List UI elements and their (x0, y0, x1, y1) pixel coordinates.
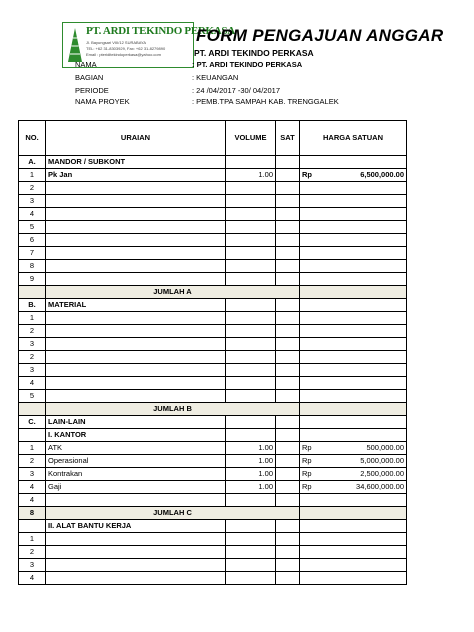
currency-cell (300, 390, 320, 403)
item-description (46, 247, 226, 260)
item-description (46, 390, 226, 403)
item-row (19, 338, 407, 351)
col-header-no: NO. (19, 121, 46, 156)
subtotal-label: JUMLAH B (46, 403, 300, 416)
row-number: 4 (19, 481, 46, 494)
item-row (19, 312, 407, 325)
row-number (19, 520, 46, 533)
sat-cell (276, 260, 300, 273)
subtotal-label: JUMLAH A (46, 286, 300, 299)
item-row (19, 182, 407, 195)
currency-cell (300, 377, 320, 390)
form-title: FORM PENGAJUAN ANGGAR (196, 26, 444, 45)
price-cell (320, 195, 407, 208)
row-number: 5 (19, 390, 46, 403)
sat-cell (276, 364, 300, 377)
price-cell (320, 247, 407, 260)
item-row (19, 533, 407, 546)
sat-cell (276, 533, 300, 546)
item-row (19, 325, 407, 338)
logo-company-name: PT. ARDI TEKINDO PERKASA (86, 25, 235, 37)
volume-cell: 1.00 (226, 442, 276, 455)
sat-cell (276, 156, 300, 169)
volume-cell (226, 156, 276, 169)
section-label: I. KANTOR (46, 429, 226, 442)
currency-cell (300, 533, 320, 546)
item-row (19, 364, 407, 377)
item-description: Operasional (46, 455, 226, 468)
sat-cell (276, 182, 300, 195)
price-cell (320, 208, 407, 221)
price-cell (320, 338, 407, 351)
item-description: Gaji (46, 481, 226, 494)
volume-cell (226, 312, 276, 325)
sat-cell (276, 195, 300, 208)
price-cell (320, 533, 407, 546)
sat-cell (276, 468, 300, 481)
currency-cell (300, 286, 320, 299)
price-cell (320, 377, 407, 390)
price-cell (320, 221, 407, 234)
item-row (19, 494, 407, 507)
item-row (19, 390, 407, 403)
price-cell (320, 182, 407, 195)
table-header-row (19, 121, 407, 156)
currency-cell (300, 546, 320, 559)
volume-cell (226, 338, 276, 351)
section-row (19, 156, 407, 169)
sat-cell (276, 455, 300, 468)
item-description (46, 533, 226, 546)
price-cell: 6,500,000.00 (320, 169, 407, 182)
row-number: 1 (19, 533, 46, 546)
field-value: : 24 /04/2017 -30/ 04/2017 (192, 86, 280, 95)
item-description (46, 338, 226, 351)
item-description (46, 377, 226, 390)
row-number: A. (19, 156, 46, 169)
sat-cell (276, 221, 300, 234)
row-number: 4 (19, 572, 46, 585)
volume-cell (226, 559, 276, 572)
item-row (19, 377, 407, 390)
sat-cell (276, 377, 300, 390)
currency-cell: Rp (300, 442, 320, 455)
item-description (46, 312, 226, 325)
volume-cell (226, 533, 276, 546)
row-number: 4 (19, 494, 46, 507)
price-cell: 2,500,000.00 (320, 468, 407, 481)
currency-cell: Rp (300, 169, 320, 182)
price-cell: 5,000,000.00 (320, 455, 407, 468)
item-description: ATK (46, 442, 226, 455)
volume-cell (226, 390, 276, 403)
volume-cell (226, 429, 276, 442)
row-number: 8 (19, 260, 46, 273)
currency-cell (300, 507, 320, 520)
item-description (46, 364, 226, 377)
currency-cell (300, 156, 320, 169)
price-cell (320, 546, 407, 559)
price-cell (320, 286, 407, 299)
logo-email: Email : pteriditekindoperkasa@yahoo.com (86, 52, 161, 57)
price-cell (320, 273, 407, 286)
row-number: 7 (19, 247, 46, 260)
currency-cell (300, 182, 320, 195)
currency-cell (300, 312, 320, 325)
section-label: MANDOR / SUBKONT (46, 156, 226, 169)
field-label: BAGIAN (75, 73, 104, 82)
volume-cell: 1.00 (226, 481, 276, 494)
col-header-sat: SAT (276, 121, 300, 156)
currency-cell (300, 247, 320, 260)
volume-cell (226, 494, 276, 507)
price-cell (320, 559, 407, 572)
price-cell: 500,000.00 (320, 442, 407, 455)
volume-cell (226, 273, 276, 286)
row-number: 3 (19, 364, 46, 377)
price-cell (320, 325, 407, 338)
currency-cell (300, 195, 320, 208)
section-row (19, 299, 407, 312)
budget-table (18, 120, 407, 585)
sat-cell (276, 520, 300, 533)
sat-cell (276, 234, 300, 247)
volume-cell (226, 260, 276, 273)
volume-cell (226, 299, 276, 312)
currency-cell: Rp (300, 455, 320, 468)
row-number: C. (19, 416, 46, 429)
volume-cell (226, 221, 276, 234)
sat-cell (276, 325, 300, 338)
item-row (19, 572, 407, 585)
col-header-volume: VOLUME (226, 121, 276, 156)
section-label: II. ALAT BANTU KERJA (46, 520, 226, 533)
volume-cell (226, 325, 276, 338)
table-body (19, 156, 407, 585)
item-row (19, 455, 407, 468)
section-row (19, 429, 407, 442)
currency-cell (300, 429, 320, 442)
volume-cell (226, 182, 276, 195)
item-description (46, 325, 226, 338)
sat-cell (276, 390, 300, 403)
currency-cell (300, 221, 320, 234)
sat-cell (276, 338, 300, 351)
price-cell (320, 364, 407, 377)
col-header-uraian: URAIAN (46, 121, 226, 156)
currency-cell (300, 572, 320, 585)
price-cell (320, 299, 407, 312)
price-cell (320, 312, 407, 325)
currency-cell: Rp (300, 481, 320, 494)
price-cell (320, 507, 407, 520)
item-row (19, 481, 407, 494)
sat-cell (276, 442, 300, 455)
section-label: LAIN-LAIN (46, 416, 226, 429)
item-row (19, 221, 407, 234)
row-number: 4 (19, 208, 46, 221)
price-cell: 34,600,000.00 (320, 481, 407, 494)
item-description: Pk Jan (46, 169, 226, 182)
currency-cell (300, 520, 320, 533)
price-cell (320, 494, 407, 507)
item-description (46, 182, 226, 195)
row-number: 3 (19, 338, 46, 351)
price-cell (320, 234, 407, 247)
row-number: 9 (19, 273, 46, 286)
field-label: PERIODE (75, 86, 109, 95)
price-cell (320, 351, 407, 364)
tower-icon (66, 26, 84, 64)
sat-cell (276, 429, 300, 442)
currency-cell (300, 364, 320, 377)
item-row (19, 442, 407, 455)
currency-cell (300, 260, 320, 273)
item-description (46, 221, 226, 234)
section-label: MATERIAL (46, 299, 226, 312)
row-number: 2 (19, 455, 46, 468)
item-description (46, 208, 226, 221)
row-number (19, 429, 46, 442)
sat-cell (276, 546, 300, 559)
subtotal-row (19, 507, 407, 520)
item-description (46, 559, 226, 572)
volume-cell (226, 247, 276, 260)
logo-phone: TEL: +62 31-8303929, Fax: +62 31-8279890 (86, 46, 166, 51)
item-description (46, 273, 226, 286)
row-number (19, 286, 46, 299)
sat-cell (276, 312, 300, 325)
item-row (19, 351, 407, 364)
row-number: 6 (19, 234, 46, 247)
item-row (19, 260, 407, 273)
item-description: Kontrakan (46, 468, 226, 481)
price-cell (320, 429, 407, 442)
volume-cell (226, 520, 276, 533)
sat-cell (276, 169, 300, 182)
price-cell (320, 403, 407, 416)
section-row (19, 520, 407, 533)
item-row (19, 195, 407, 208)
volume-cell (226, 234, 276, 247)
item-row (19, 208, 407, 221)
row-number: 1 (19, 169, 46, 182)
sat-cell (276, 416, 300, 429)
row-number: 2 (19, 546, 46, 559)
row-number: 2 (19, 182, 46, 195)
currency-cell (300, 416, 320, 429)
currency-cell (300, 208, 320, 221)
item-description (46, 494, 226, 507)
row-number: 3 (19, 559, 46, 572)
item-row (19, 559, 407, 572)
sat-cell (276, 559, 300, 572)
field-label: NAMA (75, 60, 97, 69)
item-description (46, 351, 226, 364)
row-number: B. (19, 299, 46, 312)
row-number: 8 (19, 507, 46, 520)
price-cell (320, 156, 407, 169)
volume-cell (226, 377, 276, 390)
logo-address: Jl. Bayungsari VIII/12 SURABAYA (86, 40, 147, 45)
field-value: : PEMB.TPA SAMPAH KAB. TRENGGALEK (192, 97, 339, 106)
sat-cell (276, 351, 300, 364)
currency-cell (300, 351, 320, 364)
item-description (46, 546, 226, 559)
currency-cell: Rp (300, 468, 320, 481)
currency-cell (300, 559, 320, 572)
volume-cell: 1.00 (226, 169, 276, 182)
subtotal-row (19, 403, 407, 416)
volume-cell: 1.00 (226, 468, 276, 481)
field-value: : KEUANGAN (192, 73, 239, 82)
row-number: 5 (19, 221, 46, 234)
item-row (19, 169, 407, 182)
currency-cell (300, 403, 320, 416)
volume-cell (226, 351, 276, 364)
field-label: NAMA PROYEK (75, 97, 130, 106)
item-description (46, 572, 226, 585)
currency-cell (300, 299, 320, 312)
item-row (19, 273, 407, 286)
subtotal-row (19, 286, 407, 299)
row-number: 3 (19, 468, 46, 481)
volume-cell (226, 208, 276, 221)
price-cell (320, 260, 407, 273)
price-cell (320, 390, 407, 403)
item-row (19, 468, 407, 481)
sat-cell (276, 572, 300, 585)
company-name: PT. ARDI TEKINDO PERKASA (194, 48, 314, 58)
price-cell (320, 520, 407, 533)
item-description (46, 234, 226, 247)
row-number (19, 403, 46, 416)
sat-cell (276, 481, 300, 494)
volume-cell (226, 572, 276, 585)
sat-cell (276, 494, 300, 507)
currency-cell (300, 234, 320, 247)
price-cell (320, 572, 407, 585)
currency-cell (300, 325, 320, 338)
price-cell (320, 416, 407, 429)
sat-cell (276, 299, 300, 312)
row-number: 2 (19, 325, 46, 338)
volume-cell (226, 416, 276, 429)
volume-cell (226, 546, 276, 559)
row-number: 1 (19, 442, 46, 455)
item-row (19, 546, 407, 559)
volume-cell (226, 364, 276, 377)
section-row (19, 416, 407, 429)
col-header-harga-satuan: HARGA SATUAN (300, 121, 407, 156)
currency-cell (300, 273, 320, 286)
item-row (19, 247, 407, 260)
item-description (46, 260, 226, 273)
sat-cell (276, 247, 300, 260)
currency-cell (300, 338, 320, 351)
row-number: 3 (19, 195, 46, 208)
row-number: 4 (19, 377, 46, 390)
sat-cell (276, 208, 300, 221)
item-row (19, 234, 407, 247)
row-number: 2 (19, 351, 46, 364)
currency-cell (300, 494, 320, 507)
item-description (46, 195, 226, 208)
subtotal-label: JUMLAH C (46, 507, 300, 520)
row-number: 1 (19, 312, 46, 325)
field-value: : PT. ARDI TEKINDO PERKASA (192, 60, 303, 69)
volume-cell: 1.00 (226, 455, 276, 468)
sat-cell (276, 273, 300, 286)
volume-cell (226, 195, 276, 208)
